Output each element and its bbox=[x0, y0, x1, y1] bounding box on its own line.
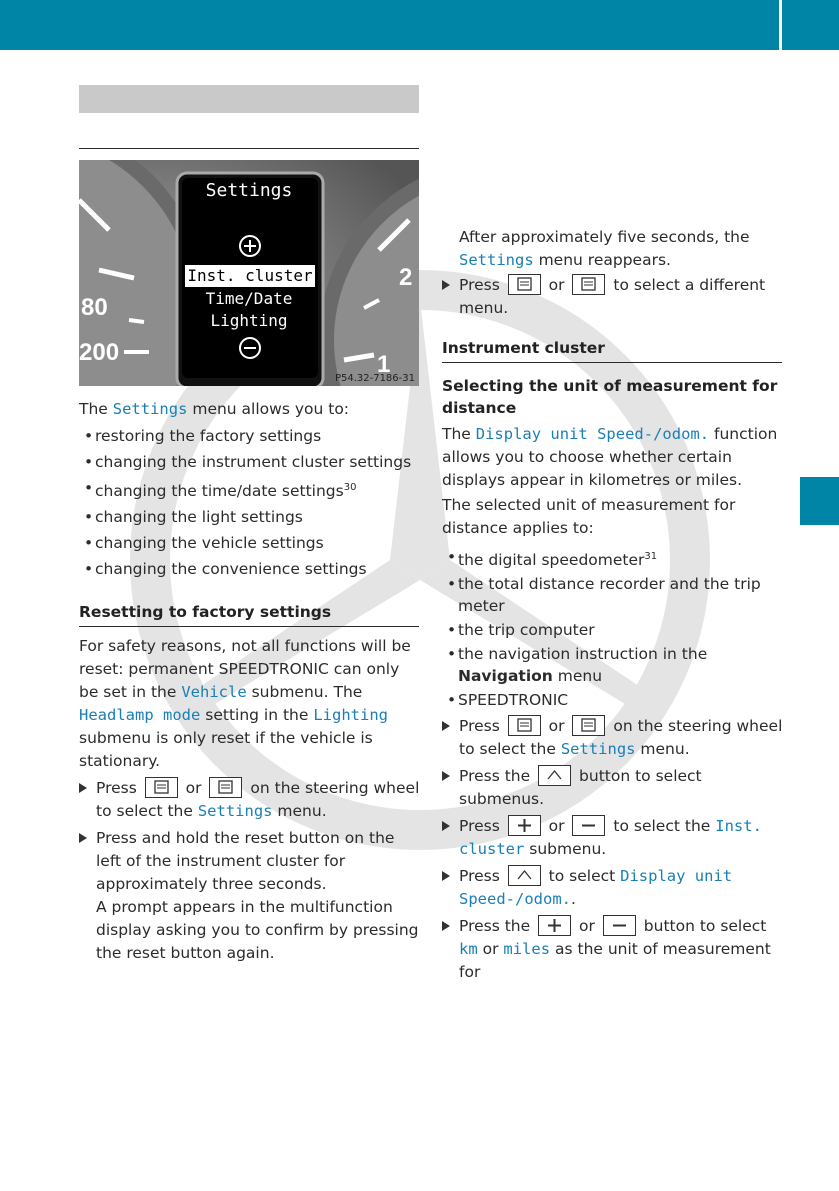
step: Press or on the steering wheel to select the Settings menu. bbox=[442, 715, 784, 761]
menu-forward-key-icon bbox=[209, 777, 242, 798]
menu-back-key-icon bbox=[508, 715, 541, 736]
list-item: • the total distance recorder and the trip meter bbox=[447, 575, 761, 615]
menu-back-key-icon bbox=[508, 274, 541, 295]
subheading-unit: Selecting the unit of measurement for distance bbox=[442, 377, 778, 417]
applies-paragraph: The selected unit of measurement for distance applies to: bbox=[442, 496, 736, 537]
step: Press or to select the Inst. cluster submenu. bbox=[442, 815, 784, 861]
list-item: • changing the instrument cluster settings bbox=[84, 453, 412, 471]
minus-key-icon bbox=[572, 815, 605, 836]
display-item-lighting: Lighting bbox=[210, 311, 288, 330]
list-item: • changing the light settings bbox=[84, 508, 303, 526]
step: Press to select Display unit Speed-/odom.. bbox=[442, 865, 784, 911]
display-item-time-date: Time/Date bbox=[205, 289, 293, 308]
step: Press and hold the reset button on the left of the instrument cluster for approximately three seconds. bbox=[79, 827, 421, 896]
instrument-cluster-photo bbox=[79, 160, 419, 386]
divider bbox=[79, 148, 419, 149]
settings-list bbox=[79, 423, 421, 582]
plus-key-icon bbox=[538, 915, 571, 936]
right-column bbox=[442, 226, 784, 984]
list-item: • SPEEDTRONIC bbox=[447, 691, 569, 709]
up-arrow-key-icon bbox=[538, 765, 571, 786]
rpm-2: 2 bbox=[399, 264, 413, 291]
step-result: After approximately five seconds, the Settings menu reappears. bbox=[459, 228, 750, 269]
step: Press or on the steering wheel to select the Settings menu. bbox=[79, 777, 421, 823]
unit-paragraph: The Display unit Speed-/odom. function allows you to choose whether certain displays appear in kilometres or miles. bbox=[442, 425, 778, 489]
reset-paragraph: For safety reasons, not all functions will be reset: permanent SPEEDTRONIC can only be set in the Vehicle submenu. The Headlamp mode setting in the Lighting submenu is only reset if the vehicle is stationary. bbox=[79, 637, 411, 770]
step: Press the button to select submenus. bbox=[442, 765, 784, 811]
speed-80: 80 bbox=[81, 294, 108, 321]
left-column bbox=[79, 398, 421, 965]
header-divider bbox=[779, 0, 782, 50]
speed-200: 200 bbox=[79, 339, 120, 366]
menu-forward-key-icon bbox=[572, 715, 605, 736]
menu-forward-key-icon bbox=[572, 274, 605, 295]
step-result: A prompt appears in the multifunction display asking you to confirm by pressing the reset button again. bbox=[96, 898, 419, 962]
header-bar bbox=[0, 0, 839, 50]
list-item: • the trip computer bbox=[447, 621, 595, 639]
list-item: • the digital speedometer$^{31}$ bbox=[447, 548, 658, 569]
photo-label: P54.32-7186-31 bbox=[334, 373, 415, 384]
unit-list bbox=[442, 544, 784, 713]
plus-key-icon bbox=[508, 815, 541, 836]
list-item: • changing the time/date settings$^{30}$ bbox=[84, 479, 357, 500]
divider bbox=[442, 362, 782, 363]
settings-intro: The Settings menu allows you to: bbox=[79, 400, 350, 418]
section-title-bar bbox=[79, 85, 419, 113]
heading-reset: Resetting to factory settings bbox=[79, 603, 332, 621]
list-item: • restoring the factory settings bbox=[84, 427, 322, 445]
step: Press the or button to select km or miles as the unit of measurement for bbox=[442, 915, 784, 984]
display-item-inst-cluster: Inst. cluster bbox=[187, 266, 313, 285]
step: Press or to select a different menu. bbox=[442, 274, 784, 320]
heading-instrument-cluster: Instrument cluster bbox=[442, 339, 605, 357]
display-title: Settings bbox=[205, 180, 293, 201]
list-item: • the navigation instruction in the Navigation menu bbox=[447, 645, 708, 685]
minus-key-icon bbox=[603, 915, 636, 936]
list-item: • changing the vehicle settings bbox=[84, 534, 324, 552]
chapter-tab bbox=[800, 477, 839, 525]
up-arrow-key-icon bbox=[508, 865, 541, 886]
divider bbox=[79, 626, 419, 627]
rpm-1: 1 bbox=[377, 351, 391, 378]
list-item: • changing the convenience settings bbox=[84, 560, 367, 578]
menu-back-key-icon bbox=[145, 777, 178, 798]
